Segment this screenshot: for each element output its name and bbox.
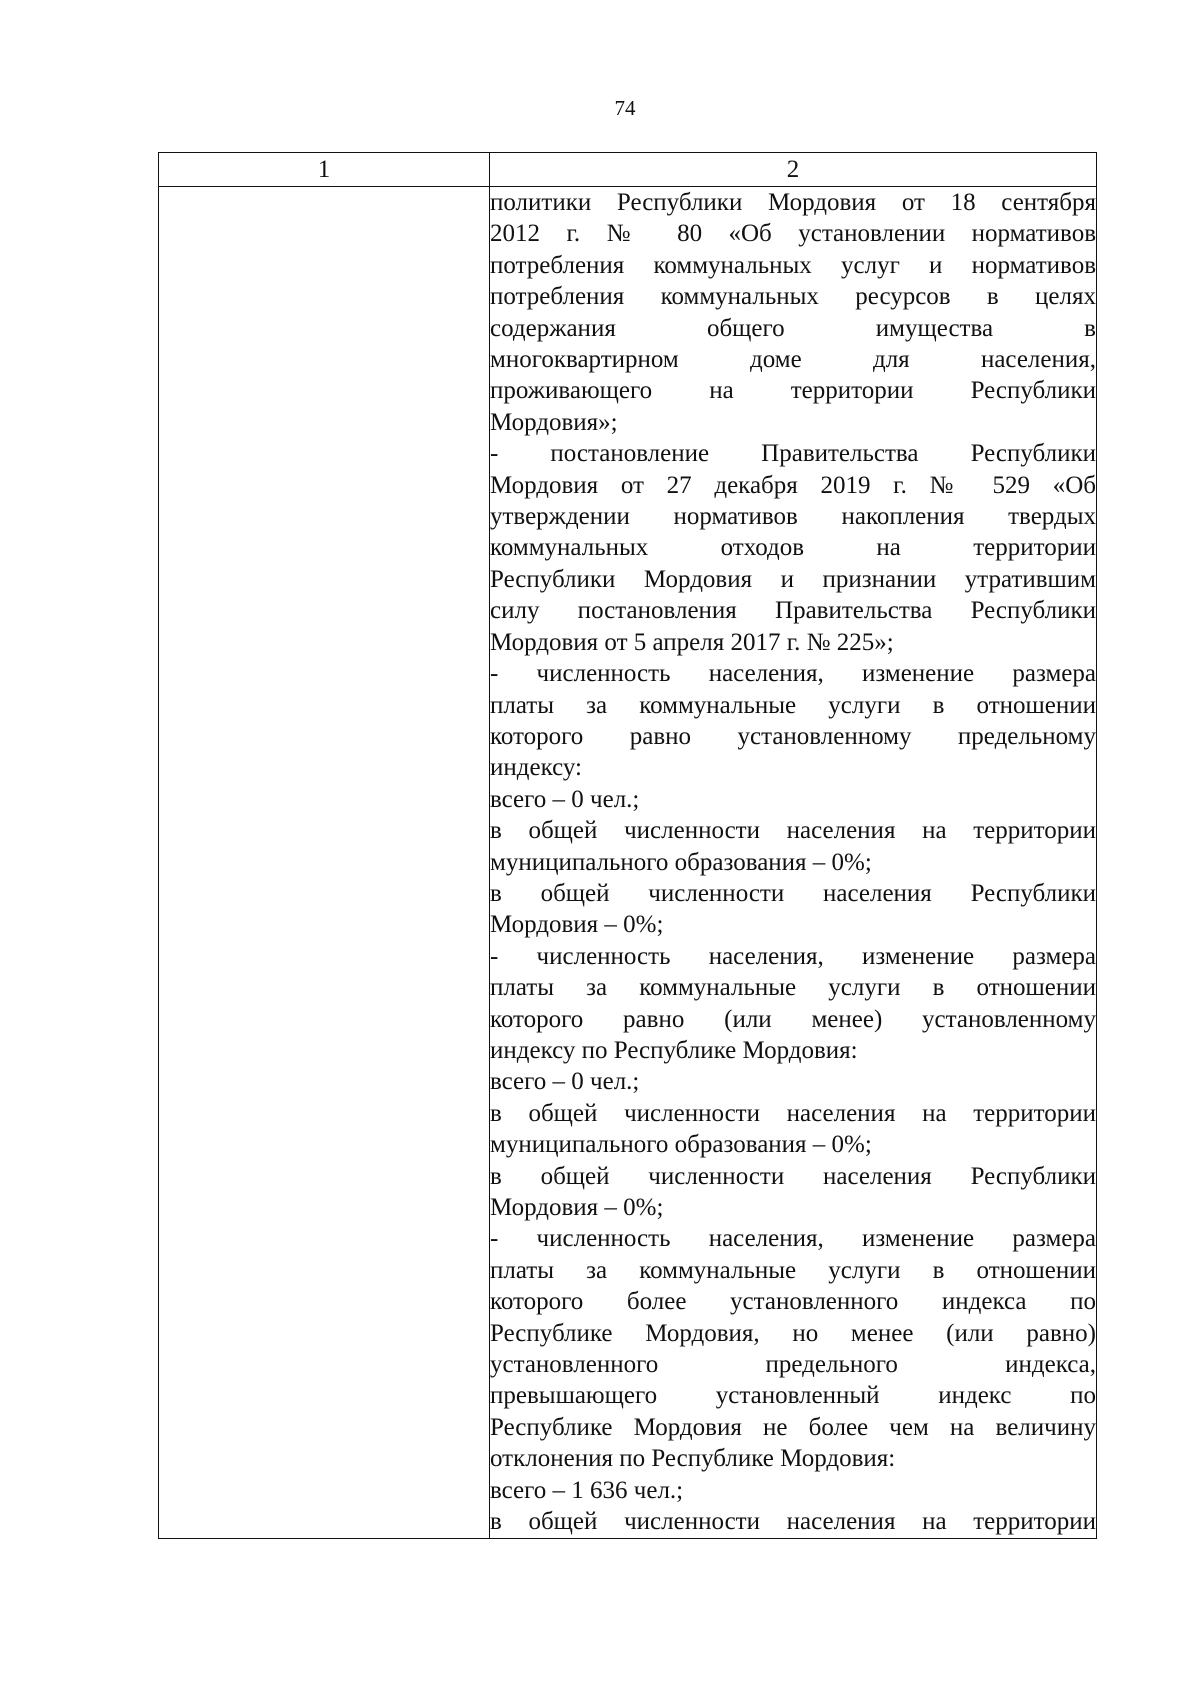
text-line: которого равно установленному предельному [490, 722, 1096, 750]
text-line: Мордовия – 0%; [490, 1194, 664, 1221]
text-line: многоквартирном доме для населения, [490, 346, 1096, 374]
text-line: Республики Мордовия и признании утратившим [490, 565, 1096, 593]
text-line: в общей численности населения на территории [490, 1099, 1096, 1127]
text-line: всего – 0 чел.; [490, 1068, 640, 1096]
text-line: платы за коммунальные услуги в отношении [490, 974, 1096, 1002]
text-line: платы за коммунальные услуги в отношении [490, 691, 1096, 719]
text-line: содержания общего имущества в [490, 314, 1096, 342]
text-line: проживающего на территории Республики [490, 377, 1096, 405]
text-line: муниципального образования – 0%; [490, 1131, 872, 1159]
column-2-text-block [490, 187, 1096, 1537]
table-row [159, 187, 1097, 1539]
text-line: установленного предельного индекса, [490, 1351, 1096, 1379]
page-number: 74 [614, 96, 636, 120]
text-line: потребления коммунальных ресурсов в целях [490, 283, 1096, 311]
document-table [158, 152, 1097, 1539]
text-line: потребления коммунальных услуг и нормативов [490, 251, 1096, 279]
column-header-2: 2 [490, 153, 1097, 187]
column-header-1: 1 [159, 153, 490, 187]
text-line: всего – 0 чел.; [490, 785, 640, 813]
text-line: которого более установленного индекса по [490, 1288, 1096, 1316]
text-line: - численность населения, изменение размера [490, 942, 1096, 970]
text-line: в общей численности населения Республики [490, 1162, 1096, 1190]
text-line: Республике Мордовия, но менее (или равно) [490, 1319, 1096, 1347]
text-line: в общей численности населения на территории [490, 817, 1096, 845]
text-line: которого равно (или менее) установленному [490, 1005, 1096, 1033]
table-cell-column-1 [159, 187, 490, 1539]
text-line: Мордовия – 0%; [490, 911, 664, 939]
text-line: всего – 1 636 чел.; [490, 1476, 684, 1504]
text-line: платы за коммунальные услуги в отношении [490, 1256, 1096, 1284]
text-line: - численность населения, изменение размера [490, 1225, 1096, 1253]
text-line: утверждении нормативов накопления твердых [490, 503, 1096, 531]
text-line: муниципального образования – 0%; [490, 848, 872, 876]
table-cell-column-2 [490, 187, 1097, 1539]
text-line: силу постановления Правительства Республики [490, 597, 1096, 625]
text-line: Мордовия от 27 декабря 2019 г. № 529 «Об [490, 471, 1096, 499]
text-line: Республике Мордовия не более чем на величину [490, 1413, 1096, 1441]
text-line: Мордовия от 5 апреля 2017 г. № 225»; [490, 628, 894, 656]
text-line: превышающего установленный индекс по [490, 1382, 1096, 1410]
text-line: - постановление Правительства Республики [490, 440, 1096, 468]
text-line: политики Республики Мордовия от 18 сентября [490, 189, 1096, 216]
text-line: индексу по Республике Мордовия: [490, 1036, 858, 1064]
text-line: коммунальных отходов на территории [490, 534, 1096, 562]
text-line: - численность населения, изменение размера [490, 660, 1096, 688]
text-line: 2012 г. № 80 «Об установлении нормативов [490, 220, 1096, 248]
text-line: индексу: [490, 754, 582, 782]
text-line: в общей численности населения на территории [490, 1508, 1096, 1536]
text-line: отклонения по Республике Мордовия: [490, 1445, 896, 1473]
text-line: Мордовия»; [490, 408, 618, 436]
text-line: в общей численности населения Республики [490, 879, 1096, 907]
table-header-row [159, 153, 1097, 187]
